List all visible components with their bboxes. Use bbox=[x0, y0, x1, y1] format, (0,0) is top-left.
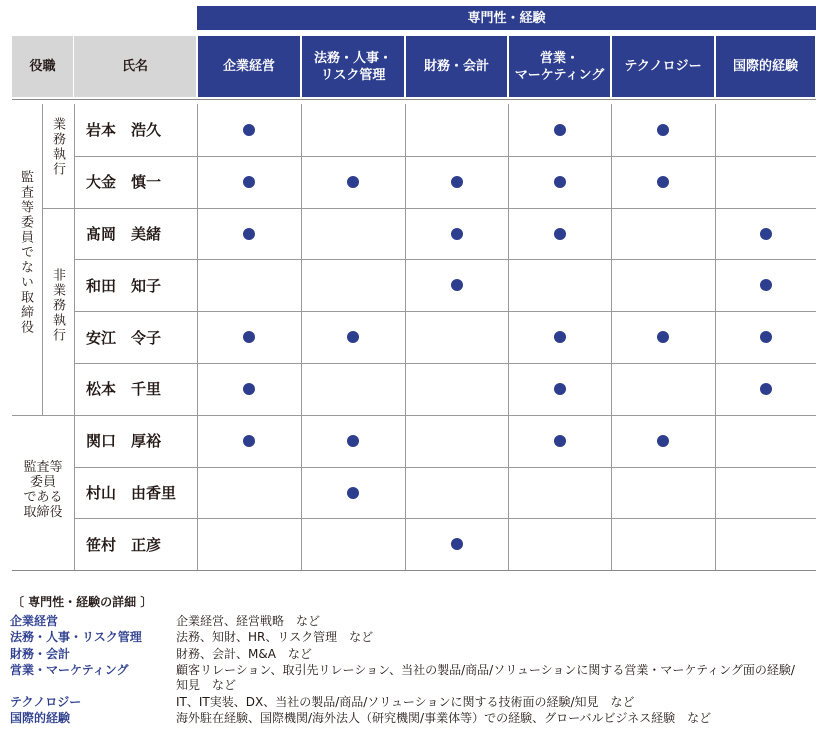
row-divider bbox=[74, 156, 816, 157]
detail-term: 財務・会計 bbox=[10, 647, 71, 661]
column-divider bbox=[197, 104, 198, 570]
area-header-finance-label: 財務・会計 bbox=[423, 59, 489, 74]
expertise-mark bbox=[451, 176, 463, 188]
area-header-management bbox=[198, 36, 300, 97]
director-name: 関口 厚裕 bbox=[86, 432, 162, 451]
expertise-mark bbox=[451, 228, 463, 240]
expertise-mark bbox=[760, 228, 772, 240]
area-header-sales-marketing bbox=[509, 36, 610, 97]
detail-description: 顧客リレーション、取引先リレーション、当社の製品/商品/ソリューションに関する営業・マーケティング面の経験/知見 など bbox=[176, 663, 795, 692]
expertise-mark bbox=[243, 124, 255, 136]
area-header-legal-hr-risk bbox=[302, 36, 404, 97]
director-name: 松本 千里 bbox=[86, 380, 162, 399]
detail-term: 営業・マーケティング bbox=[10, 663, 129, 677]
row-divider bbox=[74, 259, 816, 260]
director-name: 安江 令子 bbox=[86, 328, 162, 347]
expertise-mark bbox=[451, 538, 463, 550]
area-header-management-label: 企業経営 bbox=[222, 59, 275, 74]
expertise-mark bbox=[347, 331, 359, 343]
director-name: 髙岡 美緒 bbox=[86, 225, 162, 243]
area-header-finance bbox=[406, 36, 507, 97]
column-divider bbox=[611, 104, 612, 570]
non-audit-director-label: 監査等委員でない取締役 bbox=[18, 170, 33, 335]
expertise-mark bbox=[347, 487, 359, 499]
column-divider bbox=[508, 104, 509, 570]
expertise-mark bbox=[243, 228, 255, 240]
audit-director-label: 監査等 委員 である 取締役 bbox=[23, 460, 63, 520]
expertise-mark bbox=[657, 331, 669, 343]
detail-term: 企業経営 bbox=[10, 614, 59, 628]
non-executive-label: 非業務執行 bbox=[50, 268, 65, 343]
director-name: 和田 知子 bbox=[86, 276, 162, 295]
expertise-mark bbox=[657, 176, 669, 188]
expertise-mark bbox=[554, 435, 566, 447]
area-header-sales-marketing-label: 営業・ マーケティング bbox=[514, 50, 605, 83]
role-name-divider bbox=[74, 104, 75, 570]
row-divider bbox=[12, 415, 816, 416]
area-header-legal-hr-risk-label: 法務・人事・ リスク管理 bbox=[313, 50, 392, 83]
details-title: 〔 専門性・経験の詳細 〕 bbox=[12, 595, 153, 609]
detail-description: 法務、知財、HR、リスク管理 など bbox=[176, 630, 374, 644]
expertise-mark bbox=[657, 435, 669, 447]
director-name: 笹村 正彦 bbox=[86, 535, 162, 554]
director-name: 大金 慎一 bbox=[86, 173, 162, 192]
expertise-mark bbox=[347, 435, 359, 447]
detail-term: 法務・人事・リスク管理 bbox=[10, 630, 142, 644]
detail-term: テクノロジー bbox=[10, 695, 82, 709]
expertise-group-header bbox=[197, 6, 816, 30]
expertise-mark bbox=[451, 279, 463, 291]
row-divider bbox=[43, 208, 816, 209]
column-divider bbox=[715, 104, 716, 570]
expertise-mark bbox=[760, 331, 772, 343]
expertise-mark bbox=[554, 331, 566, 343]
expertise-mark bbox=[243, 176, 255, 188]
column-divider bbox=[405, 104, 406, 570]
expertise-mark bbox=[554, 228, 566, 240]
name-column-header bbox=[74, 36, 196, 97]
director-name: 村山 由香里 bbox=[86, 484, 177, 502]
expertise-mark bbox=[243, 435, 255, 447]
detail-description: IT、IT実装、DX、当社の製品/商品/ソリューションに関する技術面の経験/知見 など bbox=[176, 695, 635, 709]
director-name: 岩本 浩久 bbox=[86, 121, 162, 140]
expertise-mark bbox=[243, 383, 255, 395]
row-divider bbox=[74, 311, 816, 312]
name-column-label: 氏名 bbox=[121, 59, 148, 74]
row-divider bbox=[74, 363, 816, 364]
expertise-mark bbox=[760, 279, 772, 291]
area-header-technology-label: テクノロジー bbox=[624, 59, 702, 74]
expertise-mark bbox=[554, 124, 566, 136]
detail-description: 財務、会計、M&A など bbox=[176, 647, 312, 661]
row-divider bbox=[74, 467, 816, 468]
expertise-mark bbox=[554, 383, 566, 395]
detail-description: 海外駐在経験、国際機関/海外法人（研究機関/事業体等）での経験、グローバルビジネス経験 など bbox=[176, 711, 712, 725]
expertise-mark bbox=[347, 176, 359, 188]
expertise-mark bbox=[243, 331, 255, 343]
table-top-rule bbox=[12, 99, 816, 100]
expertise-mark bbox=[760, 383, 772, 395]
row-divider bbox=[74, 518, 816, 519]
role-column-label: 役職 bbox=[29, 59, 56, 74]
area-header-technology bbox=[612, 36, 714, 97]
detail-description: 企業経営、経営戦略 など bbox=[176, 614, 321, 628]
table-bottom-rule bbox=[12, 570, 816, 571]
expertise-mark bbox=[554, 176, 566, 188]
subgroup-divider bbox=[42, 104, 43, 415]
executive-label: 業務執行 bbox=[50, 117, 65, 177]
role-column-header bbox=[12, 36, 73, 97]
detail-term: 国際的経験 bbox=[10, 711, 71, 725]
area-header-international bbox=[716, 36, 815, 97]
column-divider bbox=[301, 104, 302, 570]
expertise-mark bbox=[657, 124, 669, 136]
area-header-international-label: 国際的経験 bbox=[732, 59, 798, 74]
expertise-group-title: 専門性・経験 bbox=[467, 10, 546, 26]
